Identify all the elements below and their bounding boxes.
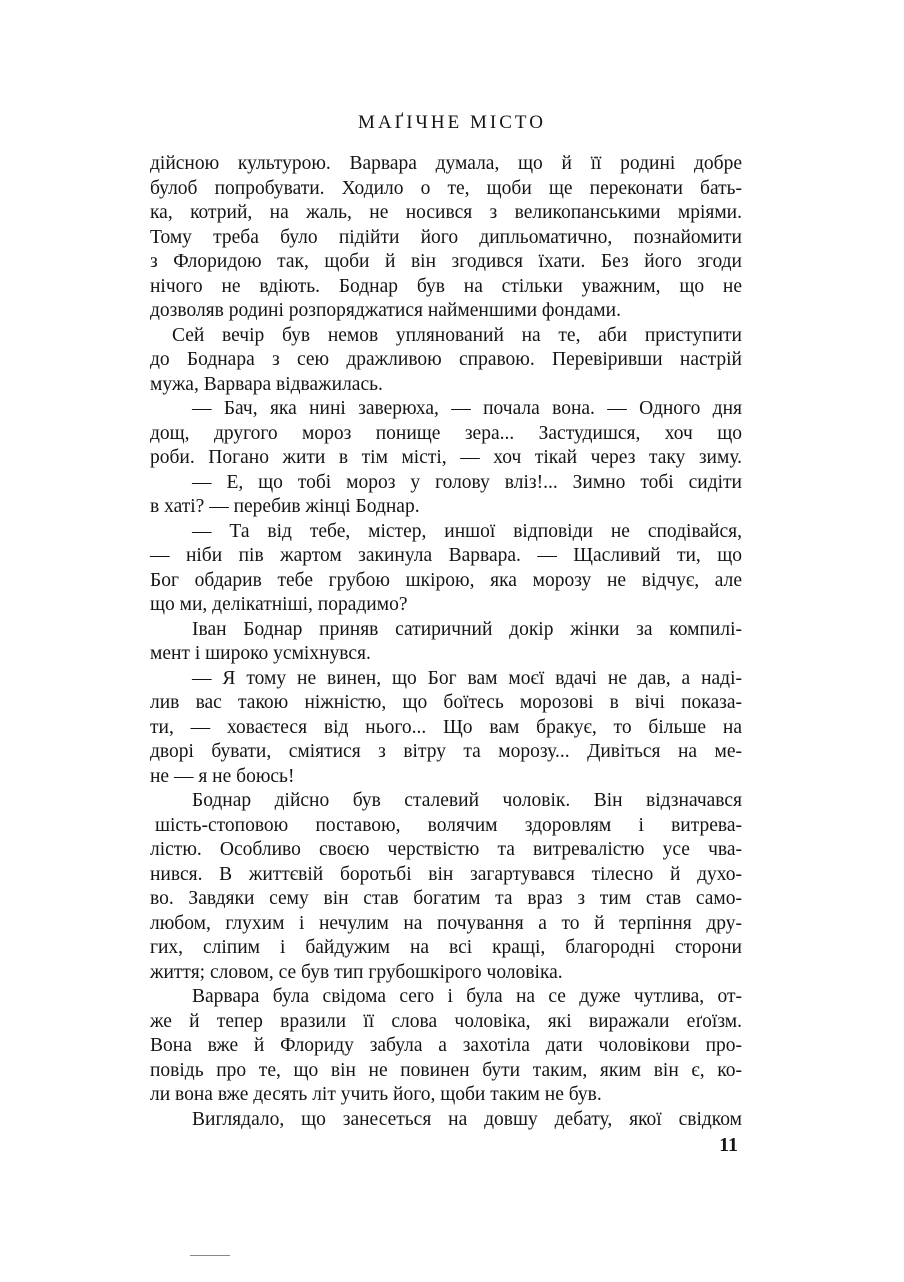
text-line: Вона вже й Флориду забула а захотіла дати чоловікови про- [150,1035,742,1056]
footer-rule [190,1255,230,1256]
text-line: мужа, Варвара відважилась. [150,373,383,395]
text-line: нічого не вдіють. Боднар був на стільки уважним, що не [150,275,742,297]
body-text [150,152,742,1132]
text-line: дозволяв родині розпоряджатися найменшими фондами. [150,300,621,321]
text-line: дійсною культурою. Варвара думала, що й її родині добре [150,153,742,174]
page-number: 11 [719,1134,738,1156]
text-line: не — я не боюсь! [150,765,295,787]
text-line: во. Завдяки сему він став богатим та враз з тим став само- [150,888,742,909]
text-line: нився. В життєвій боротьбі він загартувався тілесно й духо- [150,863,742,885]
text-line: — Е, що тобі мороз у голову вліз!... Зимно тобі сидіти [192,471,742,493]
text-line: Іван Боднар приняв сатиричний докір жінки за компилі- [192,618,742,640]
text-line: же й тепер вразили її слова чоловіка, які виражали еґоїзм. [150,1010,742,1032]
text-line: дощ, другого мороз понище зера... Застудишся, хоч що [150,422,742,444]
text-line: Тому треба було підійти його дипльоматично, познайомити [150,226,742,248]
text-line: булоб попробувати. Ходило о те, щоби ще переконати бать- [150,177,742,199]
text-line: з Флоридою так, щоби й він згодився їхати. Без його згоди [150,251,742,272]
text-line: до Боднара з сею дражливою справою. Перевіривши настрій [150,349,742,370]
text-line: — ніби пів жартом закинула Варвара. — Щасливий ти, що [150,545,742,566]
text-line: — Бач, яка нині заверюха, — почала вона. — Одного дня [192,398,742,419]
text-line: дворі бувати, сміятися з вітру та морозу... Дивіться на ме- [150,741,742,762]
text-line: ка, котрий, на жаль, не носився з великопанськими мріями. [150,202,742,223]
text-line: гих, сліпим і байдужим на всі кращі, благородні сторони [150,937,742,958]
text-line: що ми, делікатніші, порадимо? [150,594,408,615]
text-line: Сей вечір був немов уплянований на те, аби приступити [172,324,742,346]
text-line: — Я тому не винен, що Бог вам моєї вдачі не дав, а наді- [192,667,742,689]
text-line: Бог обдарив тебе грубою шкірою, яка морозу не відчує, але [150,569,742,591]
text-line: роби. Погано жити в тім місті, — хоч тікай через таку зиму. [150,447,742,468]
text-line: в хаті? — перебив жінці Боднар. [150,496,420,517]
text-line: ти, — ховаєтеся від нього... Що вам бракує, то більше на [150,716,742,738]
text-line: Виглядало, що занесеться на довшу дебату, якої свідком [192,1108,742,1130]
text-line: лив вас такою ніжністю, що боїтесь морозові в вічі показа- [150,692,742,713]
running-head: МАҐІЧНЕ МІСТО [358,112,546,133]
text-line: шість-стоповою поставою, волячим здоровлям і витрева- [155,814,742,836]
text-line: Боднар дійсно був сталевий чоловік. Він відзначався [192,790,742,811]
text-line: мент і широко усміхнувся. [150,643,371,664]
text-line: ли вона вже десять літ учить його, щоби таким не був. [150,1084,602,1105]
text-line: — Та від тебе, містер, иншої відповіди не сподівайся, [192,520,742,542]
text-line: Варвара була свідома сего і була на се дуже чутлива, от- [192,986,742,1007]
text-line: лістю. Особливо своєю черствістю та витревалістю усе чва- [150,839,742,860]
text-line: повідь про те, що він не повинен бути таким, яким він є, ко- [150,1059,742,1081]
text-line: любом, глухим і нечулим на почування а то й терпіння дру- [150,912,742,934]
text-line: життя; словом, се був тип грубошкірого чоловіка. [150,961,563,983]
